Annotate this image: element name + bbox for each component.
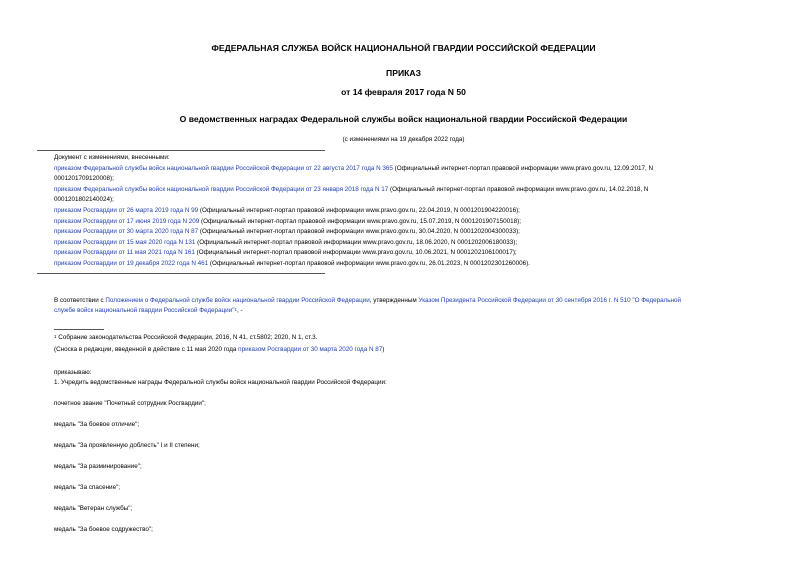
change-item-source: (Официальный интернет-портал правовой информации www.pravo.gov.ru, 10.06.2021, N 0001202106100017); xyxy=(194,249,517,256)
change-item-source: (Официальный интернет-портал правовой информации www.pravo.gov.ru, 22.04.2019, N 0001201904220016); xyxy=(198,207,520,214)
footnote-rule xyxy=(54,329,104,330)
organization-heading: ФЕДЕРАЛЬНАЯ СЛУЖБА ВОЙСК НАЦИОНАЛЬНОЙ ГВАРДИИ РОССИЙСКОЙ ФЕДЕРАЦИИ xyxy=(211,43,596,53)
change-item xyxy=(54,238,517,249)
change-item xyxy=(54,185,648,196)
footnote-note-text: (Сноска в редакции, введенной в действие с 11 мая 2020 года xyxy=(54,346,239,353)
footnote-note-text: ) xyxy=(382,346,385,353)
changes-intro: Документ с изменениями, внесенными: xyxy=(54,154,170,161)
document-date-number: от 14 февраля 2017 года N 50 xyxy=(341,87,466,97)
change-item-link[interactable]: приказом Росгвардии от 26 марта 2019 года N 99 xyxy=(54,207,199,214)
change-item-source: (Официальный интернет-портал правовой информации www.pravo.gov.ru, 14.02.2018, N xyxy=(388,186,649,193)
footnote xyxy=(54,333,317,344)
changes-bottom-rule xyxy=(37,273,325,274)
document-type: ПРИКАЗ xyxy=(386,68,421,78)
change-item-link[interactable]: приказом Федеральной службы войск национальной гвардии Российской Федерации от 23 января 2018 года N 17 xyxy=(54,186,389,193)
award-item: медаль "Ветеран службы"; xyxy=(54,505,133,512)
change-item-source: (Официальный интернет-портал правовой информации www.pravo.gov.ru, 30.04.2020, N 0001202004300033); xyxy=(198,228,520,235)
change-item-link[interactable]: приказом Росгвардии от 15 мая 2020 года N 131 xyxy=(54,239,196,246)
change-item-link[interactable]: приказом Росгвардии от 30 марта 2020 года N 87 xyxy=(54,228,199,235)
change-item-source: (Официальный интернет-портал правовой информации www.pravo.gov.ru, 18.06.2020, N 0001202006180033); xyxy=(195,239,518,246)
change-item-link[interactable]: приказом Росгвардии от 19 декабря 2022 года N 461 xyxy=(54,260,209,267)
preamble-line-1 xyxy=(54,296,681,307)
preamble-text: , - xyxy=(236,307,243,314)
award-item: медаль "За разминирование"; xyxy=(54,463,142,470)
change-item-link[interactable]: приказом Федеральной службы войск национальной гвардии Российской Федерации от 22 августа 2017 года N 365 xyxy=(54,165,393,172)
footnote-text: Собрание законодательства Российской Федерации, 2016, N 41, ст.5802; 2020, N 1, ст.3. xyxy=(56,334,318,341)
footnote-reference[interactable]: 1 xyxy=(234,307,237,312)
change-item-link[interactable]: приказом Росгвардии от 17 июня 2019 года N 209 xyxy=(54,218,200,225)
change-item xyxy=(54,206,520,217)
change-item-continuation: 0001201709120008); xyxy=(54,175,114,182)
change-item xyxy=(54,248,517,259)
decree-link[interactable]: Указом Президента Российской Федерации от 30 сентября 2016 г. N 510 "О Федеральной xyxy=(418,297,682,304)
change-item xyxy=(54,164,653,175)
footnote-note-link[interactable]: приказом Росгвардии от 30 марта 2020 года N 87 xyxy=(238,346,383,353)
regulation-link[interactable]: Положением о Федеральной службе войск национальной гвардии Российской Федерации xyxy=(105,297,370,304)
document-title: О ведомственных наградах Федеральной службы войск национальной гвардии Российской Федерации xyxy=(179,114,628,124)
award-item: медаль "За боевое содружество"; xyxy=(54,526,153,533)
change-item-source: (Официальный интернет-портал правовой информации www.pravo.gov.ru, 12.09.2017, N xyxy=(392,165,654,172)
change-item xyxy=(54,227,520,238)
change-item-link[interactable]: приказом Росгвардии от 11 мая 2021 года N 161 xyxy=(54,249,195,256)
preamble-text: В соответствии с xyxy=(54,297,106,304)
change-item-source: (Официальный интернет-портал правовой информации www.pravo.gov.ru, 15.07.2019, N 0001201907150018); xyxy=(199,218,522,225)
footnote-edit-note xyxy=(54,345,384,356)
order-word: приказываю: xyxy=(54,369,92,376)
award-item: почетное звание "Почетный сотрудник Росгвардии"; xyxy=(54,400,206,407)
footnote-mark: 1 xyxy=(54,334,57,339)
award-item: медаль "За спасение"; xyxy=(54,484,121,491)
changes-top-rule xyxy=(37,150,325,151)
decree-link-continuation[interactable]: службе войск национальной гвардии Российской Федерации" xyxy=(54,307,235,314)
revision-note: (с изменениями на 19 декабря 2022 года) xyxy=(342,136,465,143)
change-item xyxy=(54,217,521,228)
preamble-line-2 xyxy=(54,306,243,317)
change-item-continuation: 0001201802140024); xyxy=(54,196,114,203)
preamble-text: , утвержденным xyxy=(369,297,419,304)
award-item: медаль "За проявленную доблесть" I и II степени; xyxy=(54,442,200,449)
order-item-1: 1. Учредить ведомственные награды Федеральной службы войск национальной гвардии Российской Федерации: xyxy=(54,379,387,386)
award-item: медаль "За боевое отличие"; xyxy=(54,421,140,428)
change-item xyxy=(54,259,530,270)
change-item-source: (Официальный интернет-портал правовой информации www.pravo.gov.ru, 26.01.2023, N 0001202301260006). xyxy=(208,260,530,267)
